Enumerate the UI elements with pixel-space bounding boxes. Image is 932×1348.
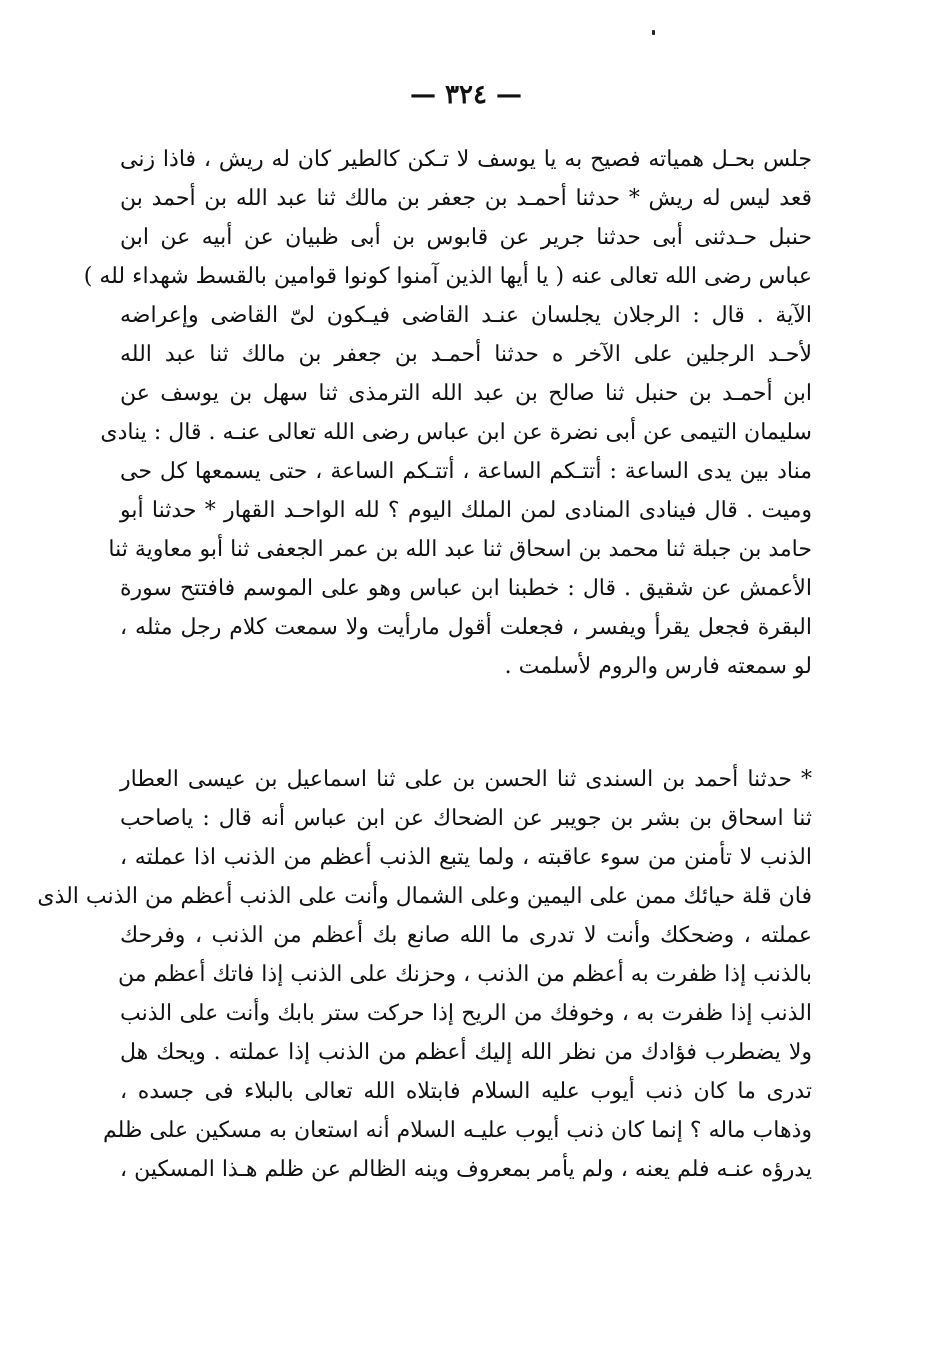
text-line: حنبل حـدثنى أبى حدثنا جرير عن قابوس بن أبى ظبيان عن أبيه عن ابن	[120, 225, 812, 250]
text-line: جلس بحـل همياته فصيح به يا يوسف لا تـكن كالطير كان له ريش ، فاذا زنى	[120, 147, 812, 172]
text-line: الآية . قال : الرجلان يجلسان عنـد القاضى فيـكون لىّ القاضى وإعراضه	[120, 303, 812, 328]
text-line: ثنا اسحاق بن بشر بن جويبر عن الضحاك عن ابن عباس أنه قال : ياصاحب	[120, 806, 812, 831]
text-line: البقرة فجعل يقرأ ويفسر ، فجعلت أقول مارأيت ولا سمعت كلام رجل مثله ،	[120, 615, 812, 640]
text-line: لو سمعته فارس والروم لأسلمت .	[504, 654, 812, 679]
text-line: حامد بن جبلة ثنا محمد بن اسحاق ثنا عبد الله بن عمر الجعفى ثنا أبو معاوية ثنا	[108, 537, 812, 562]
text-line: قعد ليس له ريش * حدثنا أحمـد بن جعفر بن مالك ثنا عبد الله بن أحمد بن	[120, 186, 812, 211]
text-line: ولا يضطرب فؤادك من نظر الله إليك أعظم من الذنب إذا عملته . ويحك هل	[120, 1040, 812, 1065]
text-line: بالذنب إذا ظفرت به أعظم من الذنب ، وحزنك على الذنب إذا فاتك أعظم من	[117, 962, 812, 987]
text-line: ابن أحمـد بن حنبل ثنا صالح بن عبد الله الترمذى ثنا سهل بن يوسف عن	[120, 381, 812, 406]
text-line: يدرؤه عنـه فلم يعنه ، ولم يأمر بمعروف وينه الظالم عن ظلم هـذا المسكين ،	[120, 1157, 812, 1182]
text-line: الذنب إذا ظفرت به ، وخوفك من الريح إذا حركت ستر بابك وأنت على الذنب	[120, 1001, 813, 1026]
paragraph-2	[37, 760, 813, 1189]
text-line: وميت . قال فينادى المنادى لمن الملك اليوم ؟ لله الواحـد القهار * حدثنا أبو	[120, 498, 812, 523]
text-line: وذهاب ماله ؟ إنما كان ذنب أيوب عليـه السلام أنه استعان به مسكين على ظلم	[102, 1118, 812, 1143]
text-line: عملته ، وضحكك وأنت لا تدرى ما الله صانع بك أعظم من الذنب ، وفرحك	[120, 923, 812, 948]
page-number: — ٣٢٤ —	[409, 80, 523, 110]
text-line: * حدثنا أحمد بن السندى ثنا الحسن بن على ثنا اسماعيل بن عيسى العطار	[120, 767, 812, 792]
text-line: فان قلة حيائك ممن على اليمين وعلى الشمال وأنت على الذنب أعظم من الذنب الذى	[37, 884, 812, 909]
ink-speck	[652, 30, 655, 35]
text-line: لأحـد الرجلين على الآخر ه حدثنا أحمـد بن جعفر بن مالك ثنا عبد الله	[120, 342, 812, 367]
text-line: عباس رضى الله تعالى عنه ( يا أيها الذين آمنوا كونوا قوامين بالقسط شهداء لله )	[83, 264, 812, 289]
text-line: الأعمش عن شقيق . قال : خطبنا ابن عباس وهو على الموسم فافتتح سورة	[120, 576, 812, 601]
text-line: سليمان التيمى عن أبى نضرة عن ابن عباس رضى الله تعالى عنـه . قال : ينادى	[100, 420, 812, 445]
text-line: الذنب لا تأمنن من سوء عاقبته ، ولما يتبع الذنب أعظم من الذنب اذا عملته ،	[120, 845, 812, 870]
paragraph-1	[83, 140, 812, 686]
text-line: تدرى ما كان ذنب أيوب عليه السلام فابتلاه الله تعالى بالبلاء فى جسده ،	[120, 1079, 812, 1104]
text-line: مناد بين يدى الساعة : أتتـكم الساعة ، أتتـكم الساعة ، حتى يسمعها كل حى	[120, 459, 812, 484]
